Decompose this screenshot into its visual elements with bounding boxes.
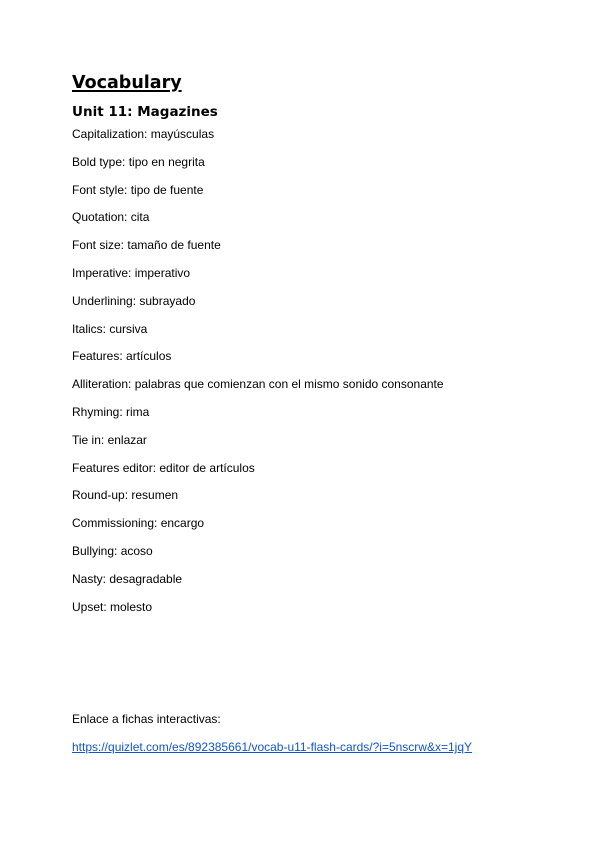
vocabulary-item: Nasty: desagradable xyxy=(72,571,183,586)
document-title: Vocabulary xyxy=(72,73,182,93)
vocabulary-item: Underlining: subrayado xyxy=(72,293,196,308)
vocabulary-item: Imperative: imperativo xyxy=(72,265,191,280)
vocabulary-item: Font style: tipo de fuente xyxy=(72,182,204,197)
vocabulary-item: Tie in: enlazar xyxy=(72,432,147,447)
vocabulary-list xyxy=(72,127,444,627)
vocabulary-item: Rhyming: rima xyxy=(72,404,150,419)
vocabulary-item: Round-up: resumen xyxy=(72,488,179,503)
vocabulary-item: Quotation: cita xyxy=(72,210,150,225)
vocabulary-item: Bold type: tipo en negrita xyxy=(72,154,205,169)
unit-heading: Unit 11: Magazines xyxy=(72,104,218,120)
vocabulary-item: Capitalization: mayúsculas xyxy=(72,127,215,141)
vocabulary-item: Alliteration: palabras que comienzan con el mismo sonido consonante xyxy=(72,377,444,392)
quizlet-flashcards-link[interactable]: https://quizlet.com/es/892385661/vocab-u11-flash-cards/?i=5nscrw&x=1jqY xyxy=(72,740,473,754)
vocabulary-item: Bullying: acoso xyxy=(72,543,153,558)
vocabulary-item: Font size: tamaño de fuente xyxy=(72,238,221,253)
vocabulary-item: Upset: molesto xyxy=(72,599,153,614)
vocabulary-item: Commissioning: encargo xyxy=(72,516,205,531)
vocabulary-item: Italics: cursiva xyxy=(72,321,148,336)
flashcards-link-label: Enlace a fichas interactivas: xyxy=(72,712,221,726)
vocabulary-item: Features editor: editor de artículos xyxy=(72,460,255,475)
vocabulary-item: Features: artículos xyxy=(72,349,172,364)
